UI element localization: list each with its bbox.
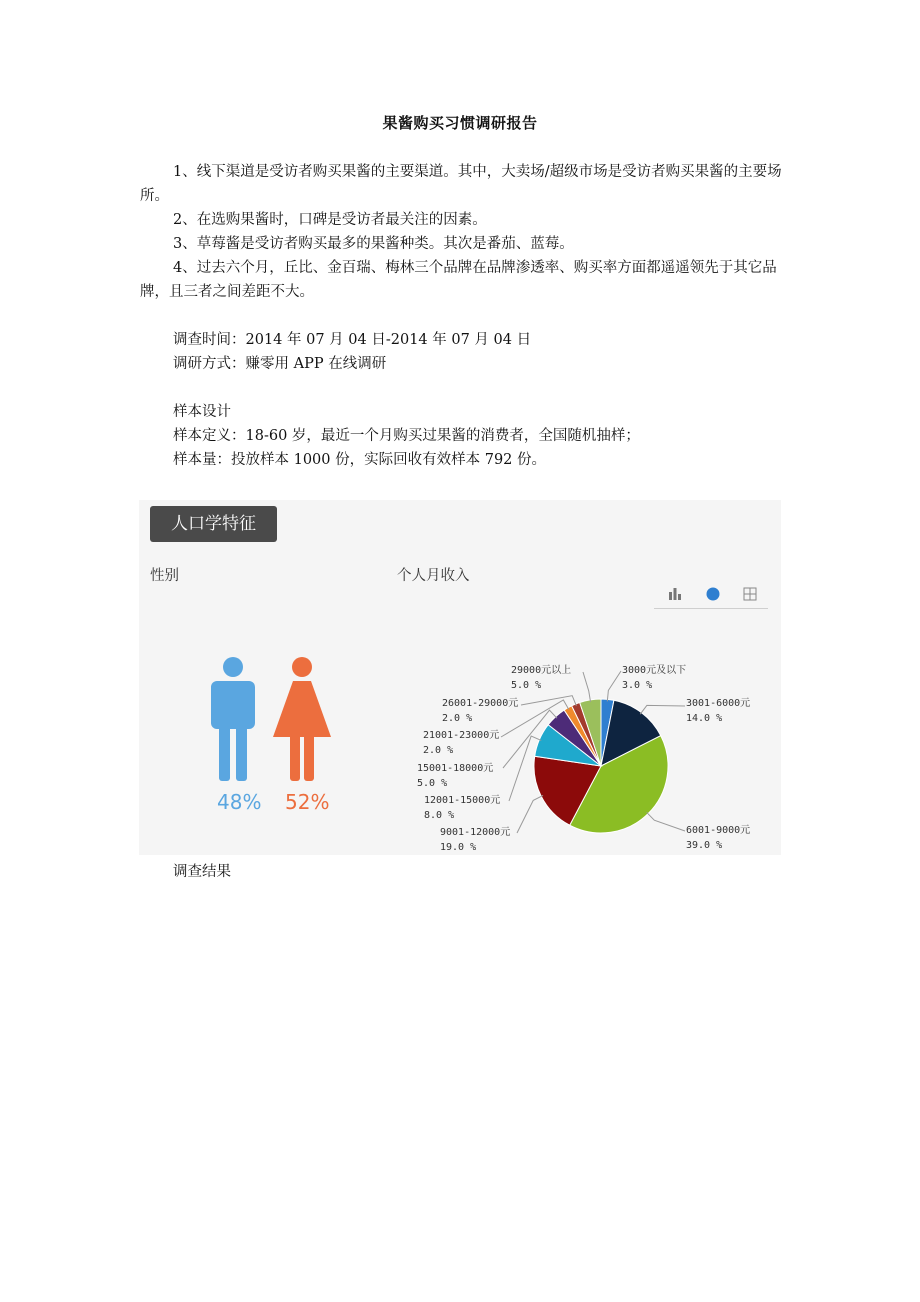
pie-label-slice-4: 12001-15000元 8.0 %: [424, 795, 501, 821]
pie-label-slice-7: 26001-29000元 2.0 %: [442, 698, 519, 724]
finding-3: 3、草莓酱是受访者购买最多的果酱种类。其次是番茄、蓝莓。: [173, 236, 574, 252]
pie-leader-line-2: [647, 812, 685, 831]
pie-label-slice-8: 29000元以上 5.0 %: [511, 665, 572, 691]
survey-method: 调研方式：赚零用 APP 在线调研: [173, 356, 387, 372]
sample-size: 样本量：投放样本 1000 份，实际回收有效样本 792 份。: [173, 452, 547, 468]
panel-header: 人口学特征: [150, 506, 277, 542]
pie-label-slice-2: 6001-9000元 39.0 %: [686, 825, 751, 851]
pie-leader-line-0: [607, 671, 621, 701]
male-percentage: 48%: [217, 790, 262, 814]
gender-label: 性别: [150, 568, 179, 584]
pie-label-slice-1: 3001-6000元 14.0 %: [686, 698, 751, 724]
sample-heading: 样本设计: [173, 404, 231, 420]
finding-1: 1、线下渠道是受访者购买果酱的主要渠道。其中，大卖场/超级市场是受访者购买果酱的主要场所。: [140, 164, 782, 204]
finding-2: 2、在选购果酱时，口碑是受访者最关注的因素。: [173, 212, 487, 228]
pie-leader-line-8: [583, 672, 591, 702]
sample-definition: 样本定义：18-60 岁，最近一个月购买过果酱的消费者，全国随机抽样；: [173, 428, 640, 444]
demographics-panel: [139, 500, 781, 855]
finding-4: 4、过去六个月，丘比、金百瑞、梅林三个品牌在品牌渗透率、购买率方面都遥遥领先于其它品牌，且三者之间差距不大。: [140, 260, 777, 300]
pie-label-slice-0: 3000元及以下 3.0 %: [622, 665, 687, 691]
pie-label-slice-5: 15001-18000元 5.0 %: [417, 763, 494, 789]
income-label: 个人月收入: [397, 568, 470, 584]
female-percentage: 52%: [285, 790, 330, 814]
document-title: 果酱购买习惯调研报告: [382, 114, 538, 132]
pie-label-slice-6: 21001-23000元 2.0 %: [423, 730, 500, 756]
pie-label-slice-3: 9001-12000元 19.0 %: [440, 827, 511, 853]
pie-leader-line-7: [521, 696, 576, 706]
survey-time: 调查时间：2014 年 07 月 04 日-2014 年 07 月 04 日: [173, 332, 532, 348]
pie-leader-line-3: [517, 795, 543, 833]
pie-leader-line-1: [640, 705, 685, 714]
results-caption: 调查结果: [173, 864, 231, 880]
